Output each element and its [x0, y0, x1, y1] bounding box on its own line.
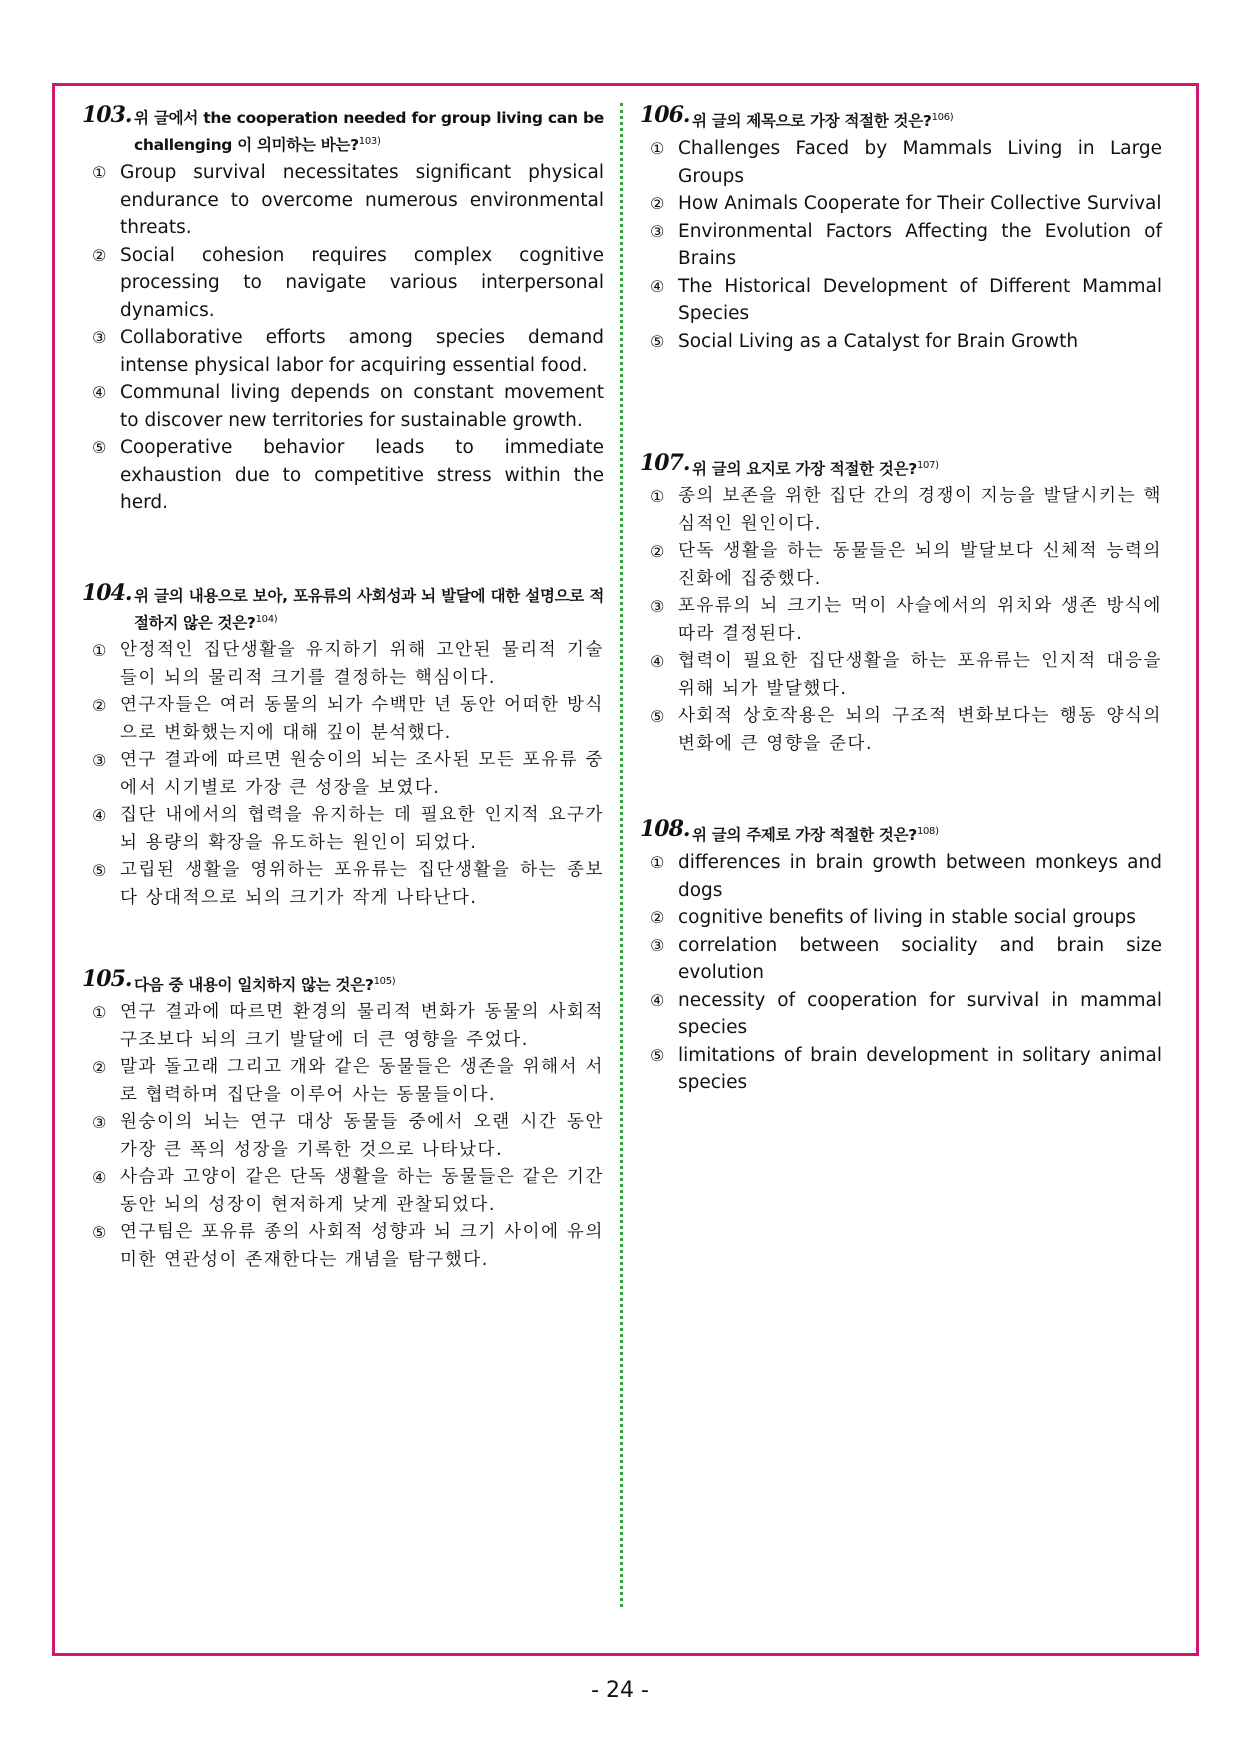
option-5[interactable]: [640, 703, 1162, 758]
option-text: limitations of brain development in solitary animal species: [678, 1044, 1162, 1094]
option-list: [640, 135, 1162, 355]
footnote-ref: 106): [931, 112, 954, 123]
option-list: [640, 849, 1162, 1097]
option-marker: ②: [650, 194, 665, 214]
option-text: How Animals Cooperate for Their Collective Survival: [678, 193, 1162, 215]
question-header: [82, 966, 604, 997]
option-5[interactable]: [640, 1042, 1162, 1097]
option-marker: ④: [92, 1168, 108, 1188]
option-text: 연구 결과에 따르면 원숭이의 뇌는 조사된 모든 포유류 중에서 시기별로 가장 큰 성장을 보였다.: [120, 750, 604, 798]
option-3[interactable]: [82, 324, 604, 379]
option-2[interactable]: [82, 692, 604, 747]
question-106: [640, 102, 1162, 355]
option-2[interactable]: [640, 904, 1162, 932]
option-3[interactable]: [640, 218, 1162, 273]
question-header: [82, 580, 604, 635]
question-number: 103.: [82, 102, 132, 128]
option-text: 사회적 상호작용은 뇌의 구조적 변화보다는 행동 양식의 변화에 큰 영향을 준다.: [678, 706, 1162, 754]
option-2[interactable]: [82, 1054, 604, 1109]
option-marker: ①: [92, 1003, 108, 1023]
question-number: 108.: [640, 816, 690, 842]
option-list: [640, 483, 1162, 758]
option-marker: ②: [92, 696, 108, 716]
option-text: 연구 결과에 따르면 환경의 물리적 변화가 동물의 사회적 구조보다 뇌의 크기 발달에 더 큰 영향을 주었다.: [120, 1002, 604, 1050]
option-2[interactable]: [82, 242, 604, 325]
option-5[interactable]: [82, 1219, 604, 1274]
question-header: [640, 450, 1162, 481]
option-5[interactable]: [82, 857, 604, 912]
option-marker: ④: [650, 990, 665, 1010]
option-4[interactable]: [640, 648, 1162, 703]
option-marker: ②: [650, 908, 665, 928]
option-text: 사슴과 고양이 같은 단독 생활을 하는 동물들은 같은 기간 동안 뇌의 성장이 현저하게 낮게 관찰되었다.: [120, 1167, 604, 1215]
option-marker: ⑤: [92, 1223, 108, 1243]
option-marker: ②: [92, 1058, 108, 1078]
option-1[interactable]: [82, 159, 604, 242]
option-marker: ③: [92, 1113, 108, 1133]
question-prompt: 위 글의 제목으로 가장 적절한 것은?: [692, 112, 932, 131]
option-1[interactable]: [82, 637, 604, 692]
option-text: Social Living as a Catalyst for Brain Growth: [678, 330, 1079, 352]
question-prompt: 위 글의 내용으로 보아, 포유류의 사회성과 뇌 발달에 대한 설명으로 적절하지 않은 것은?: [134, 587, 604, 633]
option-marker: ①: [92, 641, 108, 661]
option-3[interactable]: [82, 747, 604, 802]
question-107: [640, 450, 1162, 758]
option-text: Group survival necessitates significant physical endurance to overcome numerous environmental threats.: [120, 162, 604, 239]
question-number: 105.: [82, 966, 132, 992]
option-text: 종의 보존을 위한 집단 간의 경쟁이 지능을 발달시키는 핵심적인 원인이다.: [678, 486, 1162, 534]
option-marker: ⑤: [650, 1045, 665, 1065]
option-3[interactable]: [640, 932, 1162, 987]
option-2[interactable]: [640, 538, 1162, 593]
option-marker: ③: [92, 328, 107, 348]
option-marker: ③: [92, 751, 108, 771]
footnote-ref: 104): [255, 614, 278, 625]
question-prompt: 다음 중 내용이 일치하지 않는 것은?: [134, 976, 374, 995]
page-number: - 24 -: [591, 1678, 649, 1703]
option-list: [82, 637, 604, 912]
option-4[interactable]: [82, 379, 604, 434]
option-marker: ②: [92, 245, 107, 265]
option-text: differences in brain growth between monkeys and dogs: [678, 852, 1162, 901]
question-103: [82, 102, 604, 517]
column-divider: [620, 103, 623, 1607]
question-number: 104.: [82, 580, 132, 606]
option-text: Collaborative efforts among species demand intense physical labor for acquiring essential food.: [120, 327, 604, 376]
option-text: 단독 생활을 하는 동물들은 뇌의 발달보다 신체적 능력의 진화에 집중했다.: [678, 541, 1162, 589]
question-number: 106.: [640, 102, 690, 128]
option-text: 원숭이의 뇌는 연구 대상 동물들 중에서 오랜 시간 동안 가장 큰 폭의 성장을 기록한 것으로 나타났다.: [120, 1112, 604, 1160]
footnote-ref: 103): [358, 136, 381, 147]
option-marker: ⑤: [92, 438, 107, 458]
option-list: [82, 159, 604, 517]
question-105: [82, 966, 604, 1274]
option-text: 포유류의 뇌 크기는 먹이 사슬에서의 위치와 생존 방식에 따라 결정된다.: [678, 596, 1162, 644]
option-marker: ④: [650, 276, 665, 296]
option-text: 집단 내에서의 협력을 유지하는 데 필요한 인지적 요구가 뇌 용량의 확장을 유도하는 원인이 되었다.: [120, 805, 604, 853]
option-marker: ⑤: [650, 331, 665, 351]
option-3[interactable]: [640, 593, 1162, 648]
question-number: 107.: [640, 450, 690, 476]
question-104: [82, 580, 604, 912]
question-108: [640, 816, 1162, 1097]
option-text: 연구자들은 여러 동물의 뇌가 수백만 년 동안 어떠한 방식으로 변화했는지에 대해 깊이 분석했다.: [120, 695, 604, 743]
question-prompt: 위 글에서 the cooperation needed for group living can be challenging 이 의미하는 바는?: [134, 109, 604, 155]
option-text: cognitive benefits of living in stable social groups: [678, 907, 1136, 929]
option-marker: ④: [650, 652, 666, 672]
option-5[interactable]: [82, 434, 604, 517]
option-marker: ④: [92, 383, 107, 403]
option-marker: ③: [650, 935, 665, 955]
option-text: Challenges Faced by Mammals Living in Large Groups: [678, 138, 1162, 187]
option-marker: ①: [650, 487, 666, 507]
question-header: [640, 102, 1162, 133]
option-2[interactable]: [640, 190, 1162, 218]
footnote-ref: 105): [373, 976, 396, 987]
option-marker: ②: [650, 542, 666, 562]
question-header: [640, 816, 1162, 847]
option-text: Cooperative behavior leads to immediate exhaustion due to competitive stress within the herd.: [120, 437, 604, 514]
question-header: [82, 102, 604, 157]
option-text: Social cohesion requires complex cognitive processing to navigate various interpersonal dynamics.: [120, 244, 604, 321]
option-1[interactable]: [640, 135, 1162, 190]
option-text: The Historical Development of Different Mammal Species: [678, 275, 1162, 325]
option-4[interactable]: [82, 802, 604, 857]
option-5[interactable]: [640, 328, 1162, 356]
option-marker: ①: [650, 853, 665, 873]
option-text: 협력이 필요한 집단생활을 하는 포유류는 인지적 대응을 위해 뇌가 발달했다.: [678, 651, 1162, 699]
option-marker: ③: [650, 221, 665, 241]
footnote-ref: 107): [916, 460, 939, 471]
option-text: 고립된 생활을 영위하는 포유류는 집단생활을 하는 종보다 상대적으로 뇌의 크기가 작게 나타난다.: [120, 860, 604, 908]
option-text: Environmental Factors Affecting the Evolution of Brains: [678, 220, 1162, 270]
option-text: 연구팀은 포유류 종의 사회적 성향과 뇌 크기 사이에 유의미한 연관성이 존재한다는 개념을 탐구했다.: [120, 1222, 604, 1270]
footnote-ref: 108): [916, 826, 939, 837]
option-marker: ③: [650, 597, 666, 617]
option-text: 안정적인 집단생활을 유지하기 위해 고안된 물리적 기술들이 뇌의 물리적 크기를 결정하는 핵심이다.: [120, 640, 604, 688]
option-4[interactable]: [82, 1164, 604, 1219]
option-marker: ④: [92, 806, 108, 826]
option-text: Communal living depends on constant movement to discover new territories for sustainable growth.: [120, 382, 604, 431]
question-prompt: 위 글의 요지로 가장 적절한 것은?: [692, 460, 917, 479]
option-1[interactable]: [640, 849, 1162, 904]
option-marker: ⑤: [650, 707, 666, 727]
option-marker: ①: [650, 139, 665, 159]
option-text: 말과 돌고래 그리고 개와 같은 동물들은 생존을 위해서 서로 협력하며 집단을 이루어 사는 동물들이다.: [120, 1057, 604, 1105]
question-prompt: 위 글의 주제로 가장 적절한 것은?: [692, 826, 917, 845]
option-1[interactable]: [640, 483, 1162, 538]
option-text: correlation between sociality and brain size evolution: [678, 934, 1162, 984]
option-text: necessity of cooperation for survival in mammal species: [678, 989, 1162, 1039]
option-list: [82, 999, 604, 1274]
option-1[interactable]: [82, 999, 604, 1054]
option-4[interactable]: [640, 273, 1162, 328]
option-marker: ⑤: [92, 861, 108, 881]
option-3[interactable]: [82, 1109, 604, 1164]
option-marker: ①: [92, 163, 107, 183]
option-4[interactable]: [640, 987, 1162, 1042]
